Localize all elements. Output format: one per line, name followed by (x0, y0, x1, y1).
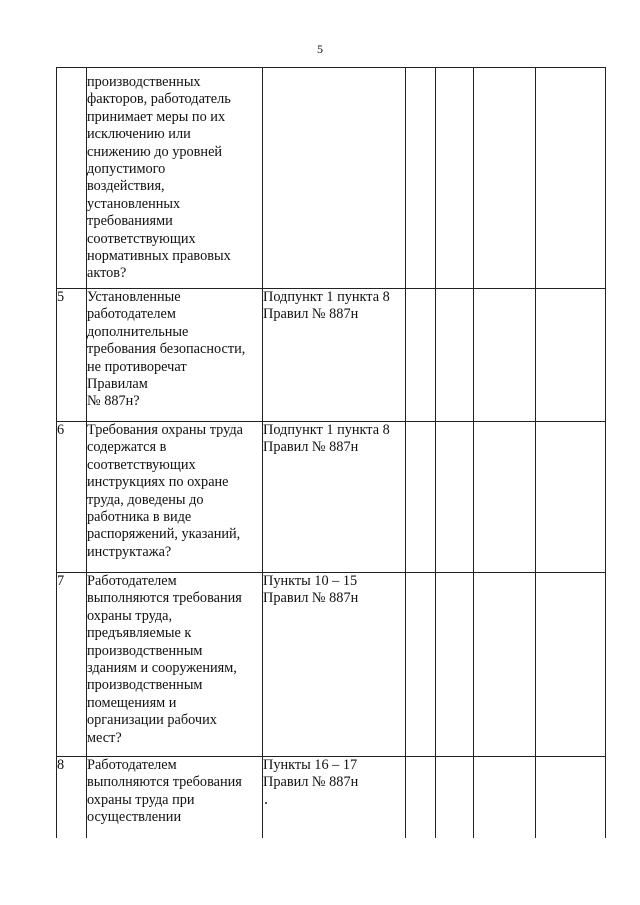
question-cell (87, 573, 263, 757)
reference-text: Подпункт 1 пункта 8 Правил № 887н (263, 422, 390, 456)
row-number-cell (57, 422, 87, 573)
question-text: Требования охраны труда содержатся в соответствующих инструкциях по охране труда, доведены до работника в виде распоряжений, указаний, инструктажа? (87, 422, 243, 560)
answer-cell (436, 573, 474, 757)
row-number-cell (57, 289, 87, 422)
reference-cell (263, 68, 406, 289)
answer-cell (436, 68, 474, 289)
question-cell (87, 422, 263, 573)
question-text: Работодателем выполняются требования охраны труда, предъявляемые к производственным зданиям и сооружениям, производственным помещениям и организации рабочих мест? (87, 573, 242, 746)
answer-cell (536, 422, 606, 573)
answer-cell (474, 68, 536, 289)
question-cell (87, 289, 263, 422)
row-number: 7 (57, 573, 65, 589)
question-cell (87, 757, 263, 838)
answer-cell (474, 289, 536, 422)
reference-text: Пункты 16 – 17 Правил № 887н (263, 757, 359, 791)
question-text: Установленные работодателем дополнительные требования безопасности, не противоречат Правилам № 887н? (87, 289, 246, 410)
question-text: производственных факторов, работодатель принимает меры по их исключению или снижению до уровней допустимого воздействия, установленных требованиями соответствующих нормативных правовых актов? (87, 74, 231, 282)
answer-cell (536, 68, 606, 289)
answer-cell (436, 757, 474, 838)
table-row (57, 573, 606, 757)
answer-cell (436, 422, 474, 573)
question-text: Работодателем выполняются требования охраны труда при осуществлении (87, 757, 242, 826)
scan-speck (265, 802, 267, 804)
reference-text: Подпункт 1 пункта 8 Правил № 887н (263, 289, 390, 323)
answer-cell (474, 573, 536, 757)
answer-cell (474, 422, 536, 573)
table-row (57, 422, 606, 573)
table-row (57, 68, 606, 289)
table-row (57, 289, 606, 422)
answer-cell (436, 289, 474, 422)
checklist-table (56, 67, 606, 838)
row-number: 5 (57, 289, 65, 305)
row-number: 8 (57, 757, 65, 773)
page-number: 5 (317, 42, 323, 56)
row-number: 6 (57, 422, 65, 438)
row-number-cell (57, 68, 87, 289)
answer-cell (406, 757, 436, 838)
answer-cell (536, 757, 606, 838)
answer-cell (406, 573, 436, 757)
table-row (57, 757, 606, 838)
row-number-cell (57, 573, 87, 757)
reference-cell (263, 757, 406, 838)
answer-cell (406, 422, 436, 573)
reference-cell (263, 422, 406, 573)
answer-cell (406, 68, 436, 289)
answer-cell (406, 289, 436, 422)
answer-cell (536, 573, 606, 757)
question-cell (87, 68, 263, 289)
reference-cell (263, 289, 406, 422)
answer-cell (536, 289, 606, 422)
reference-text: Пункты 10 – 15 Правил № 887н (263, 573, 359, 607)
answer-cell (474, 757, 536, 838)
reference-cell (263, 573, 406, 757)
row-number-cell (57, 757, 87, 838)
